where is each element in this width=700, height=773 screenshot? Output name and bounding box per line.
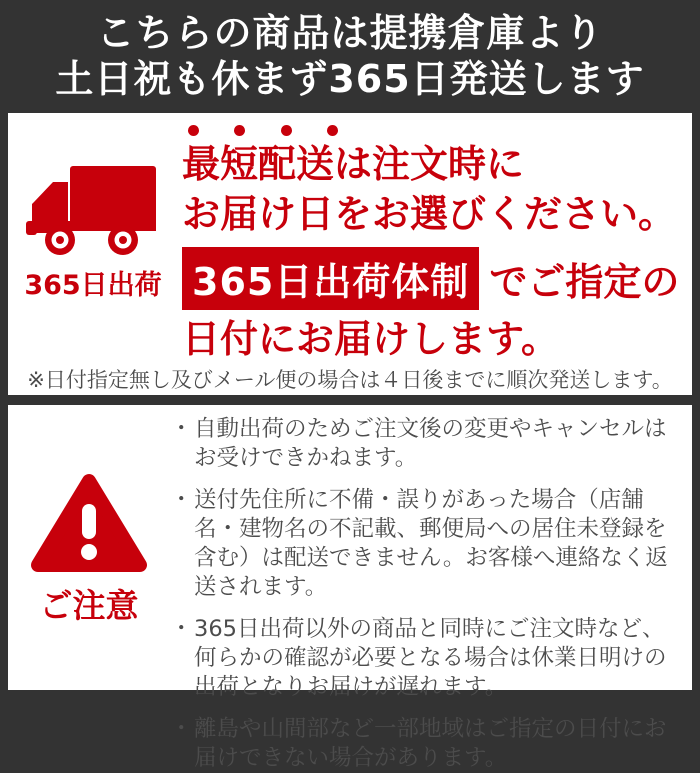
delivery-truck-icon [26, 161, 160, 261]
shipping-highlight-row [182, 247, 692, 310]
bullet-marker: ・ [170, 416, 193, 442]
bullet-marker: ・ [170, 616, 193, 642]
banner-line-2: 土日祝も休まず365日発送します [55, 57, 645, 101]
caution-bullet-text: 365日出荷以外の商品と同時にご注文時など、何らかの確認が必要となる場合は休業日明けの出荷となりお届けが遅れます。 [194, 616, 667, 700]
highlight-suffix-text: でご指定の [489, 260, 680, 304]
bullet-marker: ・ [170, 716, 193, 742]
shipping-heading-line-2: お届け日をお選びください。 [182, 192, 677, 236]
bullet-marker: ・ [170, 487, 193, 513]
shipping-panel-main [8, 113, 692, 364]
warning-triangle-icon [29, 468, 149, 574]
top-banner [0, 0, 700, 113]
highlight-badge: 365日出荷体制 [182, 247, 479, 310]
emphasis-dot [327, 125, 338, 136]
emphasis-dot [188, 125, 199, 136]
caution-bullet-text: 離島や山間部など一部地域はご指定の日付にお届けできない場合があります。 [194, 716, 667, 771]
shipping-note: ※日付指定無し及びメール便の場合は４日後までに順次発送します。 [27, 368, 673, 392]
shipping-panel-left [8, 113, 178, 364]
shipping-panel-right [178, 113, 692, 364]
caution-bullet-text: 送付先住所に不備・誤りがあった場合（店舗名・建物名の不記載、郵便局への居住未登録を含む）は配送できません。お客様へ連絡なく返送されます。 [194, 487, 668, 600]
caution-bullet-text: 自動出荷のためご注文後の変更やキャンセルはお受けできかねます。 [194, 416, 667, 471]
shipping-heading-line-1: 最短配送は注文時に [182, 142, 525, 186]
caution-list-item [170, 486, 680, 602]
caution-list-item [170, 715, 680, 773]
caution-label: ご注意 [39, 586, 139, 625]
caution-panel [8, 405, 692, 771]
shipping-heading-line-4: 日付にお届けします。 [182, 317, 559, 361]
truck-label: 365日出荷 [24, 270, 162, 301]
caution-list-item [170, 415, 680, 473]
caution-panel-right [170, 405, 692, 771]
banner-line-1: こちらの商品は提携倉庫より [96, 11, 604, 55]
emphasis-dots [188, 125, 338, 136]
caution-panel-left [8, 405, 170, 690]
shipping-panel [8, 113, 692, 395]
emphasis-dot [234, 125, 245, 136]
caution-list-item [170, 615, 680, 702]
caution-list [170, 415, 680, 773]
emphasis-dot [281, 125, 292, 136]
